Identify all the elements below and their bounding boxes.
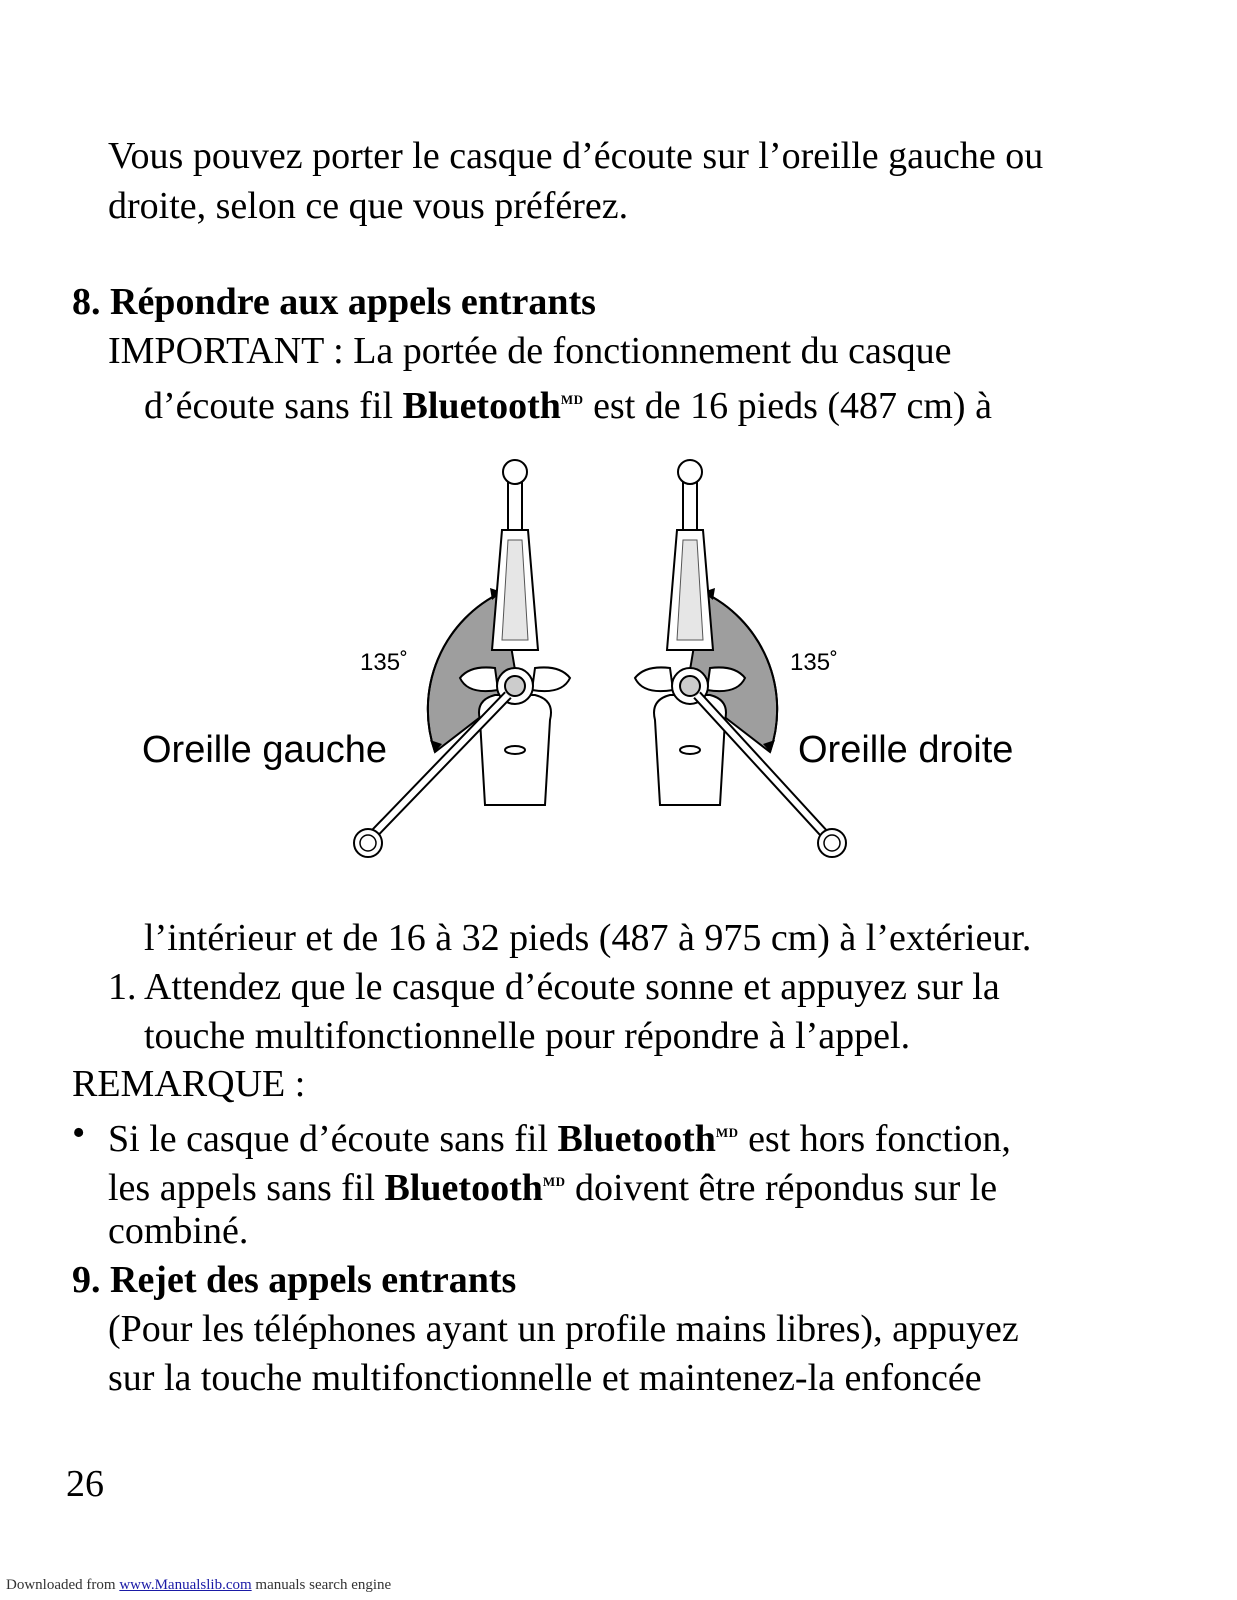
remark-bullet: • bbox=[72, 1112, 86, 1154]
important-line-1: IMPORTANT : La portée de fonctionnement du casque bbox=[108, 330, 952, 372]
page-number: 26 bbox=[66, 1463, 104, 1505]
section-8-heading: 8. Répondre aux appels entrants bbox=[72, 281, 596, 323]
intro-line-1: Vous pouvez porter le casque d’écoute sur l’oreille gauche ou bbox=[108, 135, 1044, 177]
left-angle-label: 135˚ bbox=[360, 649, 409, 676]
step-1-line-2: touche multifonctionnelle pour répondre à l’appel. bbox=[144, 1015, 911, 1057]
remark-line-2-prefix: les appels sans fil bbox=[108, 1167, 385, 1209]
md-mark: MD bbox=[542, 1174, 566, 1189]
remark-title: REMARQUE : bbox=[72, 1063, 306, 1105]
headset-orientation-figure bbox=[130, 450, 1110, 880]
remark-line-1-suffix: est hors fonction, bbox=[738, 1118, 1011, 1160]
bluetooth-brand: Bluetooth bbox=[557, 1118, 716, 1160]
right-angle-label: 135˚ bbox=[790, 649, 839, 676]
important-line-2-prefix: d’écoute sans fil bbox=[144, 385, 403, 427]
bluetooth-brand: Bluetooth bbox=[384, 1167, 543, 1209]
important-line-3: l’intérieur et de 16 à 32 pieds (487 à 975 cm) à l’extérieur. bbox=[144, 917, 1032, 959]
md-mark: MD bbox=[560, 392, 584, 407]
remark-line-2-suffix: doivent être répondus sur le bbox=[565, 1167, 998, 1209]
footer-prefix: Downloaded from bbox=[6, 1577, 120, 1593]
download-footer bbox=[6, 1576, 391, 1594]
remark-line-2 bbox=[108, 1160, 997, 1210]
footer-suffix: manuals search engine bbox=[251, 1577, 392, 1593]
md-mark: MD bbox=[715, 1125, 739, 1140]
important-line-2-suffix: est de 16 pieds (487 cm) à bbox=[583, 385, 992, 427]
bluetooth-brand: Bluetooth bbox=[402, 385, 561, 427]
remark-line-1-prefix: Si le casque d’écoute sans fil bbox=[108, 1118, 558, 1160]
left-ear-label: Oreille gauche bbox=[142, 729, 388, 771]
intro-line-2: droite, selon ce que vous préférez. bbox=[108, 185, 629, 227]
remark-line-3: combiné. bbox=[108, 1210, 249, 1252]
important-line-2 bbox=[144, 378, 992, 428]
right-ear-label: Oreille droite bbox=[798, 729, 1014, 771]
section-9-line-2: sur la touche multifonctionnelle et maintenez-la enfoncée bbox=[108, 1357, 982, 1399]
manualslib-link[interactable]: www.Manualslib.com bbox=[119, 1577, 252, 1593]
section-9-heading: 9. Rejet des appels entrants bbox=[72, 1259, 517, 1301]
section-9-line-1: (Pour les téléphones ayant un profile mains libres), appuyez bbox=[108, 1308, 1019, 1350]
step-1-line-1: Attendez que le casque d’écoute sonne et appuyez sur la bbox=[144, 966, 1000, 1008]
remark-line-1 bbox=[108, 1111, 1011, 1161]
step-1-number: 1. bbox=[108, 966, 137, 1008]
